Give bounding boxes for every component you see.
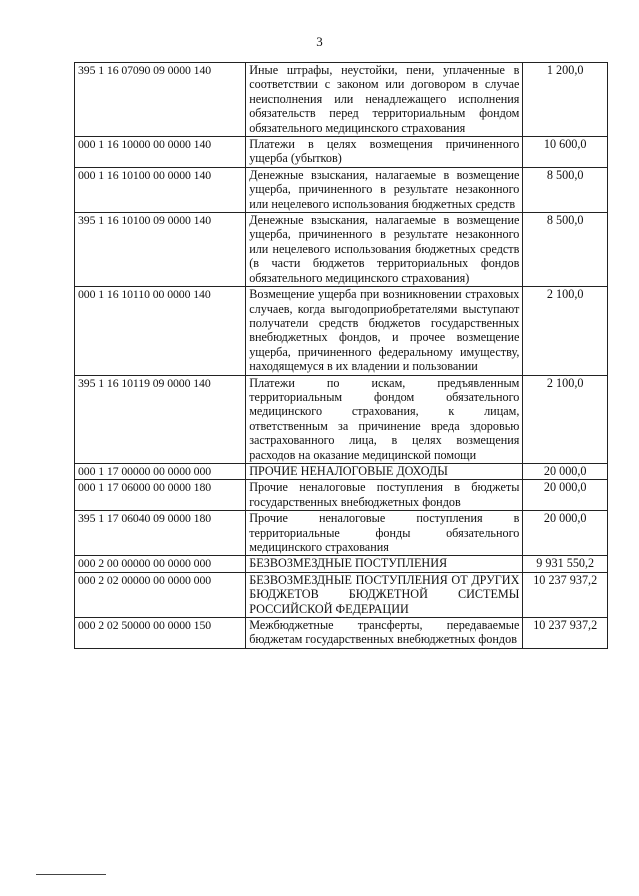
table-row: [75, 556, 608, 572]
budget-table-body: [75, 63, 608, 649]
table-row: [75, 463, 608, 479]
revenue-description: Платежи в целях возмещения причиненного ущерба (убытков): [246, 137, 523, 168]
table-row: [75, 137, 608, 168]
classification-code: 000 1 17 00000 00 0000 000: [75, 463, 246, 479]
page-number: 3: [316, 34, 323, 49]
table-row: [75, 287, 608, 375]
revenue-description: Прочие неналоговые поступления в бюджеты государственных внебюджетных фондов: [246, 480, 523, 511]
table-row: [75, 167, 608, 212]
classification-code: 000 2 02 00000 00 0000 000: [75, 572, 246, 617]
classification-code: 000 1 17 06000 00 0000 180: [75, 480, 246, 511]
table-row: [75, 63, 608, 137]
classification-code: 000 2 00 00000 00 0000 000: [75, 556, 246, 572]
revenue-description: Иные штрафы, неустойки, пени, уплаченные в соответствии с законом или договором в случае неисполнения или ненадлежащего исполнения обязательств перед территориальным фондом обязательного медицинского страхования: [246, 63, 523, 137]
revenue-amount: 8 500,0: [523, 213, 608, 287]
revenue-amount: 20 000,0: [523, 480, 608, 511]
revenue-amount: 20 000,0: [523, 463, 608, 479]
revenue-amount: 8 500,0: [523, 167, 608, 212]
classification-code: 000 1 16 10100 00 0000 140: [75, 167, 246, 212]
revenue-amount: 10 237 937,2: [523, 618, 608, 649]
table-row: [75, 511, 608, 556]
revenue-amount: 10 237 937,2: [523, 572, 608, 617]
classification-code: 395 1 16 07090 09 0000 140: [75, 63, 246, 137]
revenue-description: Денежные взыскания, налагаемые в возмещение ущерба, причиненного в результате незаконного или нецелевого использования бюджетных средств: [246, 167, 523, 212]
revenue-description: БЕЗВОЗМЕЗДНЫЕ ПОСТУПЛЕНИЯ ОТ ДРУГИХ БЮДЖЕТОВ БЮДЖЕТНОЙ СИСТЕМЫ РОССИЙСКОЙ ФЕДЕРАЦИИ: [246, 572, 523, 617]
classification-code: 000 1 16 10000 00 0000 140: [75, 137, 246, 168]
table-row: [75, 618, 608, 649]
revenue-description: БЕЗВОЗМЕЗДНЫЕ ПОСТУПЛЕНИЯ: [246, 556, 523, 572]
revenue-description: Денежные взыскания, налагаемые в возмещение ущерба, причиненного в результате незаконного или нецелевого использования бюджетных средств (в части бюджетов территориальных фондов обязательного медицинского страхования): [246, 213, 523, 287]
classification-code: 000 1 16 10110 00 0000 140: [75, 287, 246, 375]
classification-code: 395 1 17 06040 09 0000 180: [75, 511, 246, 556]
revenue-amount: 20 000,0: [523, 511, 608, 556]
table-row: [75, 375, 608, 463]
revenue-amount: 2 100,0: [523, 287, 608, 375]
table-row: [75, 480, 608, 511]
revenue-description: Прочие неналоговые поступления в территориальные фонды обязательного медицинского страхования: [246, 511, 523, 556]
revenue-amount: 9 931 550,2: [523, 556, 608, 572]
footer-rule: [36, 874, 106, 875]
revenue-amount: 10 600,0: [523, 137, 608, 168]
revenue-amount: 2 100,0: [523, 375, 608, 463]
revenue-amount: 1 200,0: [523, 63, 608, 137]
table-row: [75, 572, 608, 617]
revenue-description: Платежи по искам, предъявленным территориальным фондом обязательного медицинского страхования, к лицам, ответственным за причинение вреда здоровью застрахованного лица, в целях возмещения расходов на оказание медицинской помощи: [246, 375, 523, 463]
budget-revenue-table: [74, 62, 608, 649]
classification-code: 395 1 16 10100 09 0000 140: [75, 213, 246, 287]
revenue-description: ПРОЧИЕ НЕНАЛОГОВЫЕ ДОХОДЫ: [246, 463, 523, 479]
revenue-description: Возмещение ущерба при возникновении страховых случаев, когда выгодоприобретателями выступают получатели средств бюджетов государственных внебюджетных фондов, и прочее возмещение ущерба, причиненного федеральному имуществу, находящемуся в их владении и пользовании: [246, 287, 523, 375]
table-row: [75, 213, 608, 287]
classification-code: 395 1 16 10119 09 0000 140: [75, 375, 246, 463]
classification-code: 000 2 02 50000 00 0000 150: [75, 618, 246, 649]
revenue-description: Межбюджетные трансферты, передаваемые бюджетам государственных внебюджетных фондов: [246, 618, 523, 649]
